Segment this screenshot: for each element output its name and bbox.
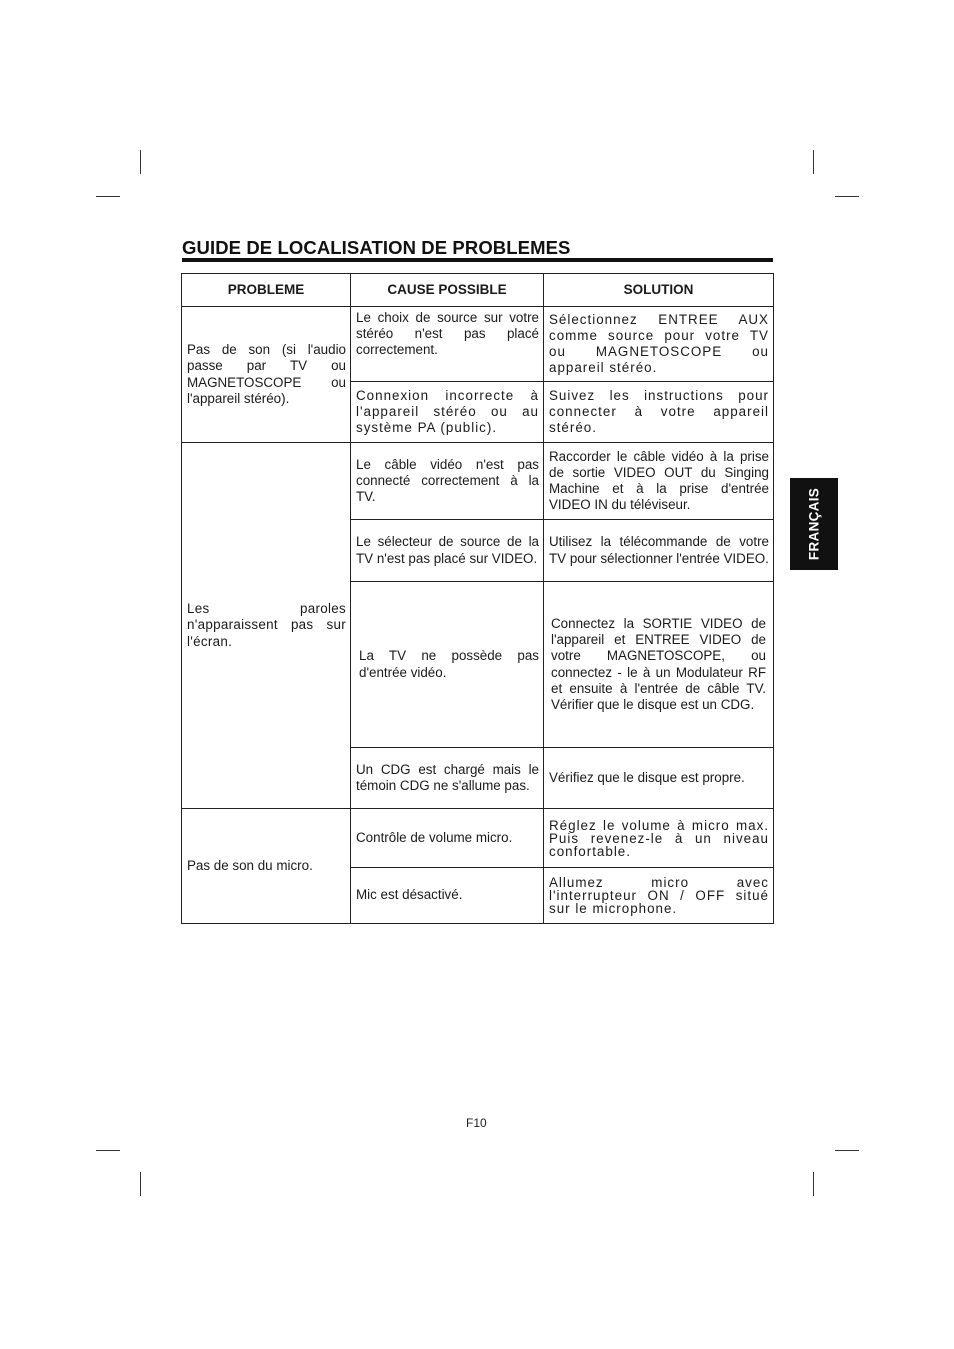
problem-cell [182, 809, 351, 924]
cause-text: Le câble vidéo n'est pas connecté correctement à la TV. [356, 456, 539, 505]
title-underline [182, 258, 773, 262]
cause-cell [351, 748, 544, 809]
crop-mark [835, 1150, 859, 1151]
solution-cell [544, 809, 774, 868]
problem-text: Pas de son du micro. [187, 857, 313, 873]
solution-text: Utilisez la télécommande de votre TV pour sélectionner l'entrée VIDEO. [549, 534, 769, 566]
crop-mark [140, 1172, 141, 1196]
cause-cell [351, 307, 544, 382]
solution-text: Vérifiez que le disque est propre. [549, 769, 745, 785]
solution-cell [544, 307, 774, 382]
header-probleme: PROBLEME [182, 274, 351, 307]
crop-mark [140, 150, 141, 174]
cause-text: Le choix de source sur votre stéréo n'est pas placé correctement. [356, 310, 539, 358]
language-tab [790, 478, 838, 570]
cause-text: Contrôle de volume micro. [356, 829, 513, 845]
table-header-row [182, 274, 774, 307]
solution-cell [544, 868, 774, 924]
problem-text: Les paroles n'apparaissent pas sur l'écran. [187, 601, 346, 649]
crop-mark [813, 1172, 814, 1196]
crop-mark [96, 1150, 120, 1151]
header-cause-possible: CAUSE POSSIBLE [351, 274, 544, 307]
problem-cell [182, 443, 351, 809]
solution-text: Connectez la SORTIE VIDEO de l'appareil et ENTREE VIDEO de votre MAGNETOSCOPE, ou connectez - le à un Modulateur RF et ensuite à l'entrée de câble TV. Vérifier que le disque est un CDG. [551, 615, 766, 712]
problem-text: Pas de son (si l'audio passe par TV ou MAGNETOSCOPE ou l'appareil stéréo). [187, 342, 346, 406]
problem-cell [182, 307, 351, 443]
table-row [182, 443, 774, 520]
crop-mark [813, 150, 814, 174]
cause-text: Connexion incorrecte à l'appareil stéréo ou au système PA (public). [356, 387, 539, 436]
solution-text: Raccorder le câble vidéo à la prise de sortie VIDEO OUT du Singing Machine et à la prise d'entrée VIDEO IN du téléviseur. [549, 448, 769, 513]
cause-text: Le sélecteur de source de la TV n'est pas placé sur VIDEO. [356, 534, 539, 566]
solution-text: Réglez le volume à micro max. Puis revenez-le à un niveau confortable. [549, 817, 769, 859]
solution-cell [544, 748, 774, 809]
cause-text: Mic est désactivé. [356, 887, 463, 903]
cause-cell [351, 809, 544, 868]
header-solution: SOLUTION [544, 274, 774, 307]
language-tab-label: FRANÇAIS [806, 487, 822, 561]
solution-cell [544, 443, 774, 520]
troubleshooting-table [181, 273, 774, 924]
crop-mark [96, 196, 120, 197]
solution-cell [544, 382, 774, 443]
cause-cell [351, 582, 544, 748]
solution-text: Sélectionnez ENTREE AUX comme source pour votre TV ou MAGNETOSCOPE ou appareil stéréo. [549, 311, 769, 376]
cause-cell [351, 443, 544, 520]
solution-cell [544, 520, 774, 582]
crop-mark [835, 196, 859, 197]
solution-text: Suivez les instructions pour connecter à votre appareil stéréo. [549, 387, 769, 436]
cause-text: Un CDG est chargé mais le témoin CDG ne s'allume pas. [356, 761, 539, 793]
cause-cell [351, 520, 544, 582]
solution-cell [544, 582, 774, 748]
table-row [182, 809, 774, 868]
solution-text: Allumez micro avec l'interrupteur ON / OFF situé sur le microphone. [549, 875, 769, 916]
cause-text: La TV ne possède pas d'entrée vidéo. [359, 648, 539, 680]
cause-cell [351, 868, 544, 924]
page-title: GUIDE DE LOCALISATION DE PROBLEMES [182, 237, 571, 258]
page-number: F10 [466, 1116, 487, 1130]
cause-cell [351, 382, 544, 443]
table-row [182, 307, 774, 382]
